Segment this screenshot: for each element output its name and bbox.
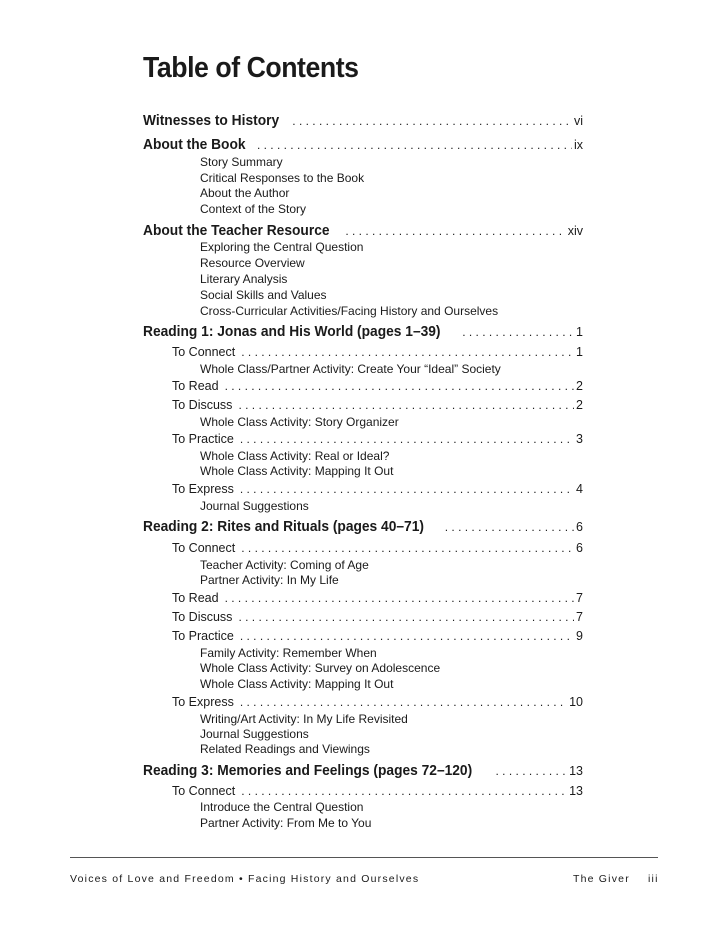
toc-subentry-label: To Read xyxy=(172,591,219,605)
toc-subentry-label: To Practice xyxy=(172,629,234,643)
toc-subentry-to-connect[interactable] xyxy=(172,784,583,798)
toc-item: Whole Class Activity: Story Organizer xyxy=(200,415,399,429)
toc-entry-label: Reading 2: Rites and Rituals (pages 40–71) xyxy=(143,519,424,535)
toc-page-number: 10 xyxy=(569,695,583,709)
toc-page-number: 4 xyxy=(576,482,583,496)
toc-subentry-to-practice[interactable] xyxy=(172,629,583,643)
toc-item: Journal Suggestions xyxy=(200,499,309,513)
dot-leader xyxy=(241,345,574,359)
toc-entry-label: Witnesses to History xyxy=(143,113,280,129)
toc-page-number: vi xyxy=(573,114,583,128)
toc-item: Literary Analysis xyxy=(200,272,288,286)
toc-page-number: 7 xyxy=(576,610,583,624)
toc-item: Exploring the Central Question xyxy=(200,240,364,254)
dot-leader xyxy=(240,695,567,709)
toc-item: Journal Suggestions xyxy=(200,727,309,741)
toc-entry-label: Reading 1: Jonas and His World (pages 1–39) xyxy=(143,324,441,340)
toc-item: Partner Activity: From Me to You xyxy=(200,816,372,830)
page-title: Table of Contents xyxy=(143,52,359,84)
footer-book-title: The Giver xyxy=(573,873,630,885)
dot-leader xyxy=(240,432,574,446)
toc-subentry-to-connect[interactable] xyxy=(172,345,583,359)
toc-subentry-label: To Express xyxy=(172,695,234,709)
dot-leader xyxy=(292,114,572,128)
toc-item: Writing/Art Activity: In My Life Revisited xyxy=(200,712,408,726)
toc-page-number: 7 xyxy=(576,591,583,605)
toc-item: Whole Class Activity: Mapping It Out xyxy=(200,677,394,691)
toc-subentry-label: To Discuss xyxy=(172,610,233,624)
toc-page-number: 9 xyxy=(576,629,583,643)
toc-item: Social Skills and Values xyxy=(200,288,327,302)
dot-leader xyxy=(445,520,574,534)
toc-item: About the Author xyxy=(200,186,290,200)
toc-subentry-label: To Express xyxy=(172,482,234,496)
toc-subentry-to-practice[interactable] xyxy=(172,432,583,446)
dot-leader xyxy=(225,591,574,605)
toc-subentry-label: To Practice xyxy=(172,432,234,446)
toc-item: Whole Class Activity: Real or Ideal? xyxy=(200,449,390,463)
toc-subentry-to-connect[interactable] xyxy=(172,541,583,555)
footer-page-number: iii xyxy=(648,873,659,885)
toc-page-number: ix xyxy=(573,138,583,152)
dot-leader xyxy=(240,482,574,496)
toc-subentry-to-read[interactable] xyxy=(172,591,583,605)
toc-subentry-label: To Connect xyxy=(172,784,236,798)
toc-page-number: 1 xyxy=(576,345,583,359)
toc-entry-label: About the Book xyxy=(143,137,246,153)
toc-entry-about-book[interactable] xyxy=(143,137,583,153)
toc-subentry-to-discuss[interactable] xyxy=(172,610,583,624)
toc-entry-reading-1[interactable] xyxy=(143,324,583,340)
toc-item: Related Readings and Viewings xyxy=(200,742,370,756)
toc-item: Introduce the Central Question xyxy=(200,800,364,814)
toc-subentry-label: To Read xyxy=(172,379,219,393)
toc-page-number: 6 xyxy=(576,541,583,555)
toc-item: Critical Responses to the Book xyxy=(200,171,365,185)
footer-divider xyxy=(70,857,658,858)
toc-page-number: 2 xyxy=(576,398,583,412)
dot-leader xyxy=(225,379,574,393)
toc-item: Cross-Curricular Activities/Facing History and Ourselves xyxy=(200,304,499,318)
toc-page-number: 2 xyxy=(576,379,583,393)
toc-item: Resource Overview xyxy=(200,256,305,270)
footer-series-title: Voices of Love and Freedom • Facing History and Ourselves xyxy=(70,873,420,885)
dot-leader xyxy=(238,610,574,624)
toc-subentry-to-discuss[interactable] xyxy=(172,398,583,412)
toc-page-number: 13 xyxy=(569,764,583,778)
toc-page-number: xiv xyxy=(567,224,583,238)
toc-entry-witnesses[interactable] xyxy=(143,113,583,129)
toc-item: Partner Activity: In My Life xyxy=(200,573,339,587)
toc-subentry-to-express[interactable] xyxy=(172,482,583,496)
dot-leader xyxy=(462,325,574,339)
toc-item: Whole Class Activity: Mapping It Out xyxy=(200,464,394,478)
toc-item: Context of the Story xyxy=(200,202,307,216)
toc-entry-reading-3[interactable] xyxy=(143,763,583,779)
toc-page-number: 13 xyxy=(569,784,583,798)
toc-entry-reading-2[interactable] xyxy=(143,519,583,535)
dot-leader xyxy=(240,629,574,643)
toc-subentry-label: To Connect xyxy=(172,541,236,555)
toc-subentry-to-express[interactable] xyxy=(172,695,583,709)
toc-item: Teacher Activity: Coming of Age xyxy=(200,558,369,572)
dot-leader xyxy=(257,138,572,152)
dot-leader xyxy=(241,541,574,555)
toc-item: Whole Class Activity: Survey on Adolescence xyxy=(200,661,441,675)
dot-leader xyxy=(238,398,574,412)
toc-subentry-label: To Discuss xyxy=(172,398,233,412)
toc-entry-teacher-resource[interactable] xyxy=(143,223,583,239)
toc-item: Story Summary xyxy=(200,155,283,169)
toc-entry-label: About the Teacher Resource xyxy=(143,223,330,239)
toc-page-number: 3 xyxy=(576,432,583,446)
toc-subentry-to-read[interactable] xyxy=(172,379,583,393)
dot-leader xyxy=(496,764,568,778)
toc-item: Family Activity: Remember When xyxy=(200,646,377,660)
toc-page-number: 6 xyxy=(576,520,583,534)
toc-subentry-label: To Connect xyxy=(172,345,236,359)
dot-leader xyxy=(345,224,565,238)
toc-entry-label: Reading 3: Memories and Feelings (pages 72–120) xyxy=(143,763,473,779)
toc-item: Whole Class/Partner Activity: Create Your “Ideal” Society xyxy=(200,362,501,376)
dot-leader xyxy=(241,784,567,798)
toc-page-number: 1 xyxy=(576,325,583,339)
